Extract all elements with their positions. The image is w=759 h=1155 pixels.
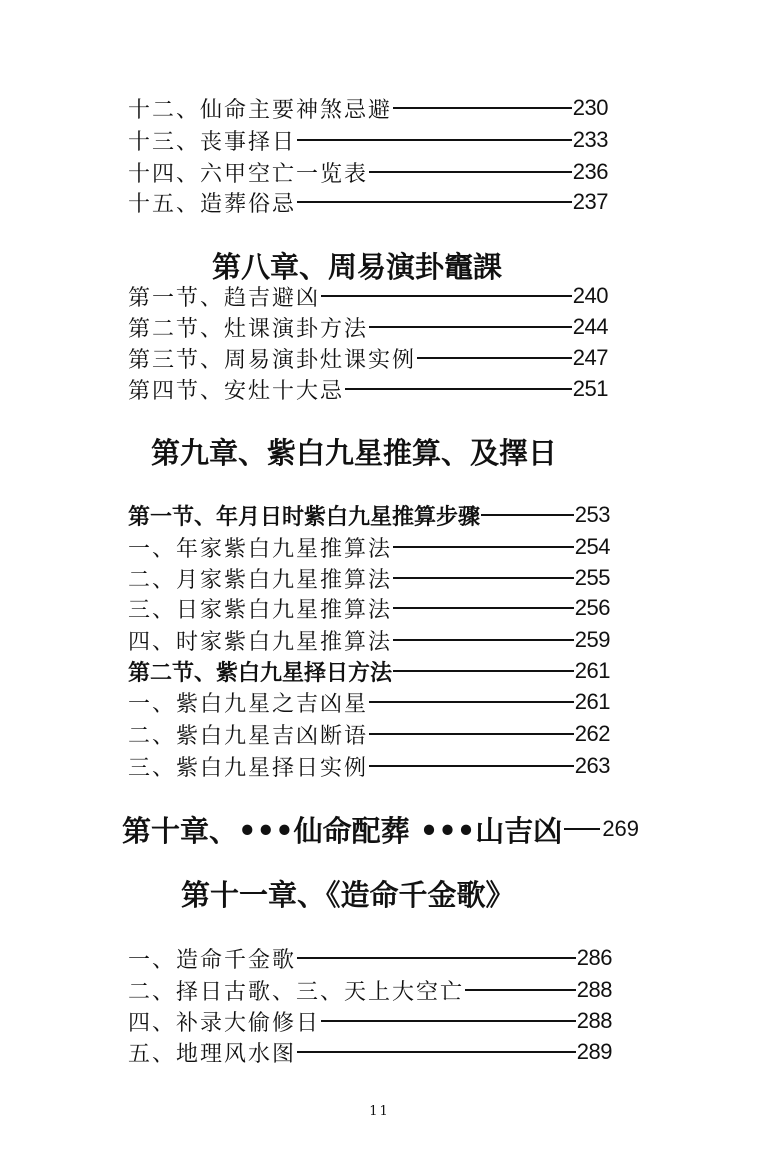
dot-leader [393,107,572,109]
entry-title: 三、日家紫白九星推算法 [128,597,393,623]
dot-leader [369,733,574,735]
entry-page-number: 288 [576,1008,612,1033]
toc-entry-ch9-1 [128,532,610,562]
dot-leader [393,577,574,579]
toc-entry-14 [128,157,608,187]
dot-leader [481,514,574,516]
dot-leader [417,357,572,359]
entry-page-number: 259 [574,627,610,652]
dot-leader [393,546,574,548]
chapter-11-heading: 第十一章、《造命千金歌》 [181,878,515,912]
entry-title: 十四、六甲空亡一览表 [128,161,369,187]
entry-title: 二、紫白九星吉凶断语 [128,723,369,749]
entry-page-number: 233 [572,127,608,152]
entry-title: 十五、造葬俗忌 [128,191,297,217]
entry-title: 五、地理风水图 [128,1041,297,1067]
entry-page-number: 288 [576,977,612,1002]
toc-entry-ch8-1 [128,281,608,311]
toc-entry-ch8-3 [128,343,608,373]
chapter-10-entry [122,810,639,848]
dot-leader [564,828,600,830]
toc-entry-ch11-1 [128,943,612,973]
toc-entry-ch8-4 [128,374,608,404]
entry-title: 四、时家紫白九星推算法 [128,629,393,655]
toc-entry-ch9-4 [128,625,610,655]
dot-leader [393,639,574,641]
entry-page-number: 237 [572,189,608,214]
entry-page-number: 289 [576,1039,612,1064]
entry-title: 四、补录大偷修日 [128,1010,321,1036]
entry-page-number: 236 [572,159,608,184]
entry-page-number: 240 [572,283,608,308]
dot-leader [369,171,572,173]
dot-leader [321,1020,576,1022]
dot-leader [465,989,576,991]
entry-title: 十二、仙命主要神煞忌避 [128,97,393,123]
dot-leader [369,701,574,703]
entry-title: 十三、丧事择日 [128,129,297,155]
entry-page-number: 262 [574,721,610,746]
entry-title: 第一节、年月日时紫白九星推算步骤 [128,504,481,530]
entry-page-number: 244 [572,314,608,339]
chapter-10-title: 第十章、•••仙命配葬 •••山吉凶 [122,813,563,848]
entry-title: 一、紫白九星之吉凶星 [128,691,369,717]
toc-entry-ch9-5 [128,687,610,717]
dot-leader [393,670,574,672]
dot-leader [297,201,572,203]
entry-title: 一、年家紫白九星推算法 [128,536,393,562]
entry-page-number: 256 [574,595,610,620]
entry-title: 三、紫白九星择日实例 [128,755,369,781]
entry-title: 一、造命千金歌 [128,947,297,973]
dot-leader [321,295,572,297]
entry-page-number: 247 [572,345,608,370]
entry-page-number: 269 [602,816,640,841]
toc-entry-ch11-2 [128,975,612,1005]
toc-entry-ch9-2 [128,563,610,593]
toc-entry-ch11-3 [128,1006,612,1036]
entry-page-number: 230 [572,95,608,120]
toc-entry-ch8-2 [128,312,608,342]
dot-leader [297,139,572,141]
entry-page-number: 251 [572,376,608,401]
entry-page-number: 254 [574,534,610,559]
entry-title: 第三节、周易演卦灶课实例 [128,347,417,373]
entry-page-number: 286 [576,945,612,970]
entry-page-number: 253 [574,502,610,527]
toc-entry-15 [128,187,608,217]
toc-entry-ch9-6 [128,719,610,749]
entry-title: 第一节、趋吉避凶 [128,285,321,311]
entry-title: 第二节、灶课演卦方法 [128,316,369,342]
dot-leader [369,326,572,328]
entry-page-number: 255 [574,565,610,590]
entry-title: 第四节、安灶十大忌 [128,378,345,404]
entry-page-number: 261 [574,658,610,683]
dot-leader [393,607,574,609]
toc-entry-ch9-s2 [128,656,610,686]
toc-entry-12 [128,93,608,123]
dot-leader [297,957,576,959]
toc-entry-13 [128,125,608,155]
toc-entry-ch9-7 [128,751,610,781]
entry-page-number: 261 [574,689,610,714]
entry-page-number: 263 [574,753,610,778]
entry-title: 第二节、紫白九星择日方法 [128,660,393,686]
toc-entry-ch9-s1 [128,500,610,530]
chapter-8-heading: 第八章、周易演卦竈課 [212,250,503,284]
entry-title: 二、择日古歌、三、天上大空亡 [128,979,465,1005]
dot-leader [345,388,572,390]
chapter-9-heading: 第九章、紫白九星推算、及擇日 [151,436,558,470]
dot-leader [297,1051,576,1053]
toc-entry-ch11-4 [128,1037,612,1067]
entry-title: 二、月家紫白九星推算法 [128,567,393,593]
page-number: 11 [369,1104,390,1119]
toc-entry-ch9-3 [128,593,610,623]
dot-leader [369,765,574,767]
